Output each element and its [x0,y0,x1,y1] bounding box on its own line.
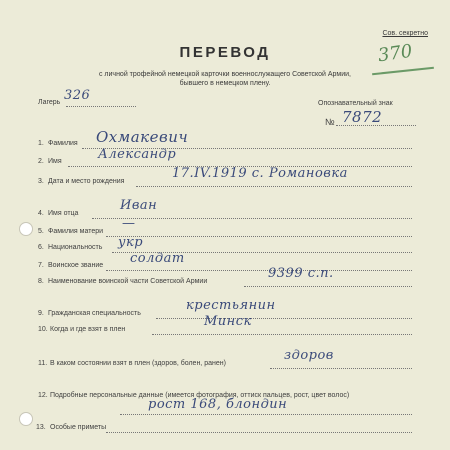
id-mark-prefix: № [325,117,335,127]
mother-surname-label: Фамилия матери [48,228,104,235]
camp-label: Лагерь [38,99,61,106]
birth-line [136,186,412,187]
document-title: ПЕРЕВОД [179,44,271,61]
id-mark-label: Опознавательный знак [318,100,393,107]
camp-line [66,106,136,107]
field-number: 12. [38,392,48,399]
field-number: 5. [38,228,44,235]
specialty-line [156,318,412,319]
specialty-value: крестьянин [186,298,276,313]
special-marks-line [106,432,412,433]
field-number: 3. [38,178,44,185]
father-name-value: Иван [120,198,158,213]
field-number: 13. [36,424,46,431]
father-name-line [92,218,412,219]
surname-label: Фамилия [48,140,78,147]
field-number: 1. [38,140,44,147]
subtitle-line-1: с личной трофейной немецкой карточки военнослужащего Советской Армии, [98,71,352,78]
secrecy-label: Сов. секретно [382,30,428,37]
punch-hole [19,412,33,426]
id-mark-value: 7872 [342,108,383,126]
father-name-label: Имя отца [48,210,79,217]
special-marks-label: Особые приметы [50,424,107,431]
subtitle-line-2: бывшего в немецком плену. [179,80,271,87]
first-name-label: Имя [48,158,62,165]
personal-details-line [120,414,412,415]
field-number: 8. [38,278,44,285]
birth-value: 17.IV.1919 с. Романовка [172,166,348,181]
field-number: 2. [38,158,44,165]
document-subtitle [0,70,450,88]
specialty-label: Гражданская специальность [48,310,141,317]
field-number: 10. [38,326,48,333]
field-number: 4. [38,210,44,217]
field-number: 9. [38,310,44,317]
archive-number: 370 [376,40,414,67]
condition-label: В каком состоянии взят в плен (здоров, болен, ранен) [50,360,226,367]
rank-label: Воинское звание [48,262,104,269]
rank-value: солдат [130,251,185,266]
punch-hole [19,222,33,236]
personal-details-value: рост 168, блондин [148,397,288,412]
camp-value: 326 [64,88,91,103]
condition-line [270,368,412,369]
first-name-value: Александр [98,147,177,162]
nationality-label: Национальность [48,244,103,251]
field-number: 11. [38,360,48,367]
nationality-value: укр [118,235,144,250]
captured-value: Минск [204,314,252,329]
unit-line [244,286,412,287]
unit-label: Наименование воинской части Советской Армии [48,278,208,285]
captured-line [152,334,412,335]
field-number: 7. [38,262,44,269]
captured-label: Когда и где взят в плен [50,326,126,333]
mother-surname-line [106,236,412,237]
rank-line [106,270,412,271]
birth-label: Дата и место рождения [48,178,125,185]
surname-value: Охмакевич [96,128,189,146]
field-number: 6. [38,244,44,251]
mother-surname-value: — [122,216,136,231]
unit-value: 9399 с.п. [268,266,334,281]
condition-value: здоров [284,348,334,363]
personal-details-label: Подробные персональные данные (имеется фотография, оттиск пальцев, рост, цвет волос) [50,392,350,399]
